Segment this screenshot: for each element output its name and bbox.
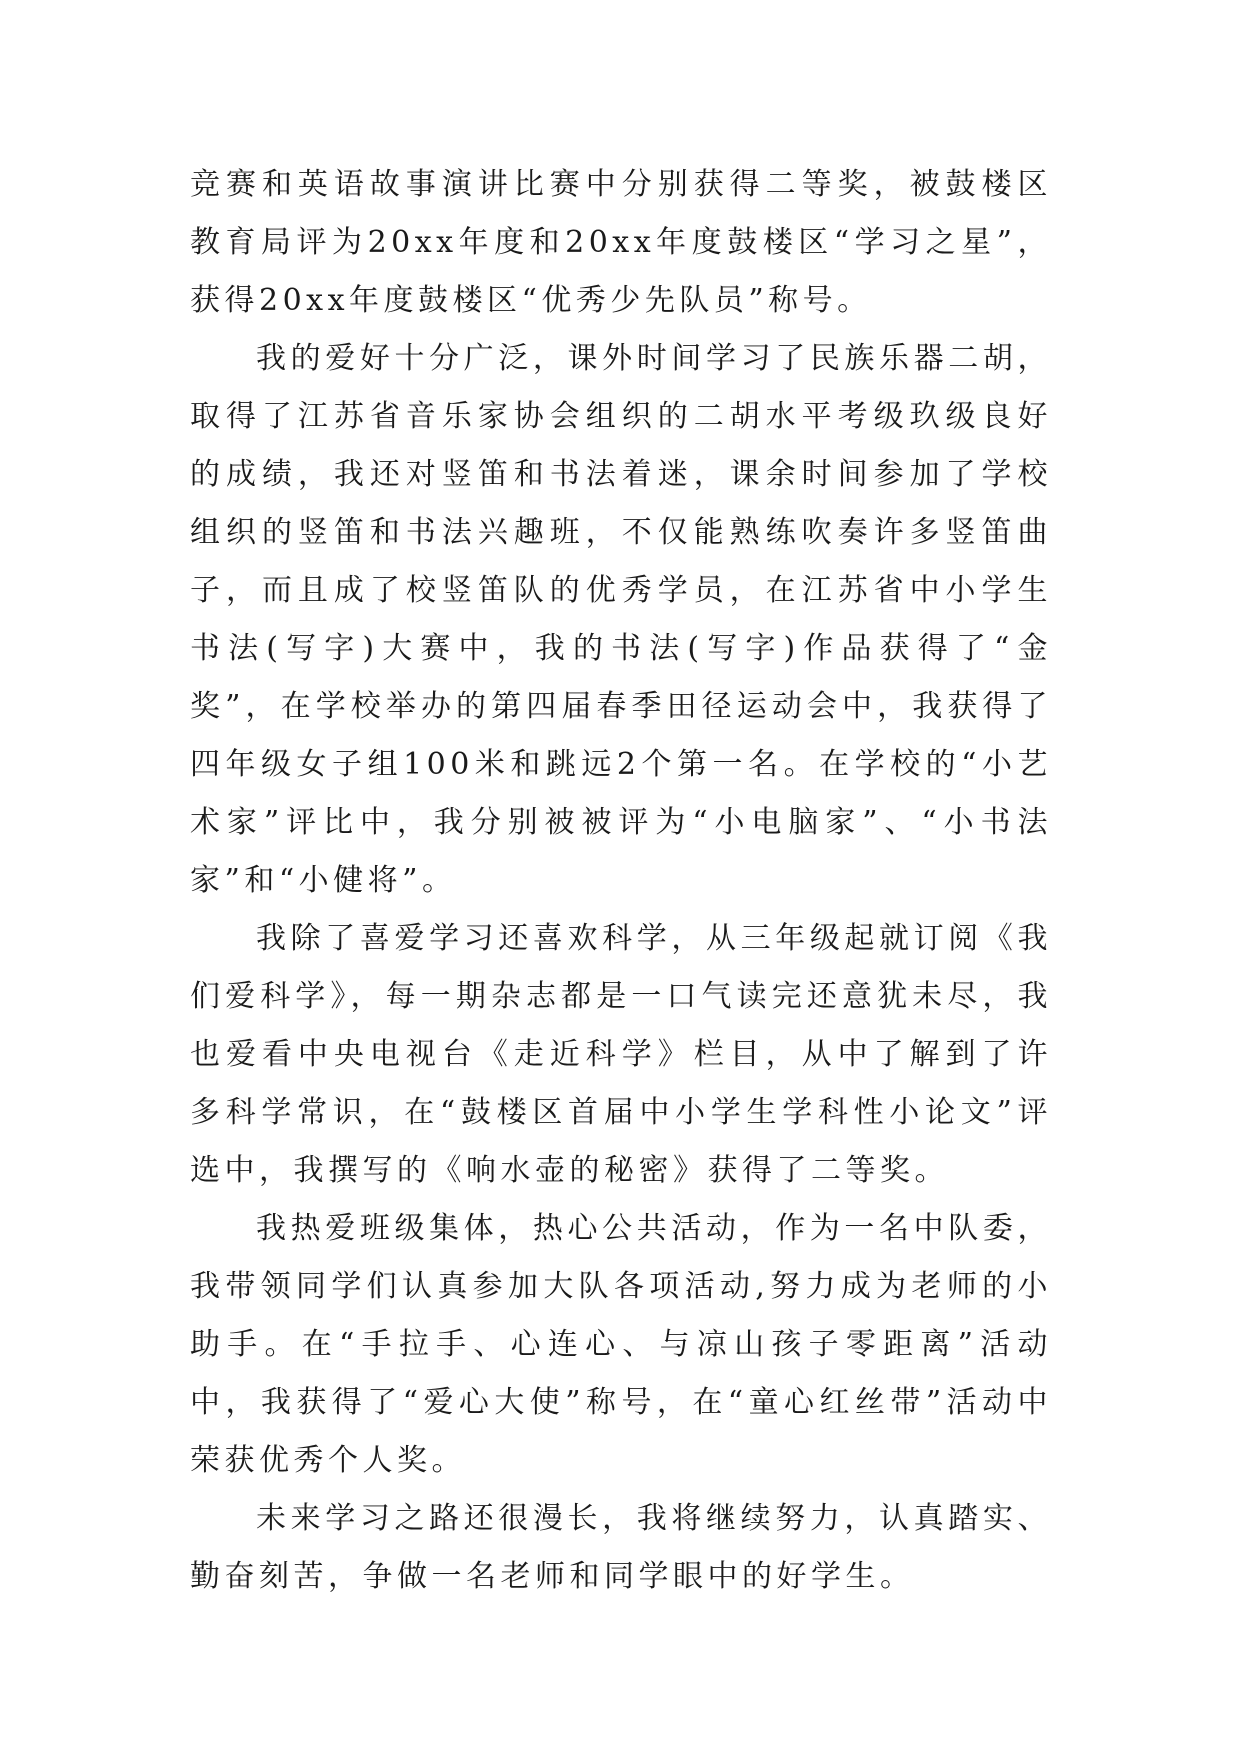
paragraph-hobbies: 我的爱好十分广泛，课外时间学习了民族乐器二胡，取得了江苏省音乐家协会组织的二胡水平考级玖级良好的成绩，我还对竖笛和书法着迷，课余时间参加了学校组织的竖笛和书法兴趣班，不仅能熟练吹奏许多竖笛曲子，而且成了校竖笛队的优秀学员，在江苏省中小学生书法(写字)大赛中，我的书法(写字)作品获得了“金奖”，在学校举办的第四届春季田径运动会中，我获得了四年级女子组100米和跳远2个第一名。在学校的“小艺术家”评比中，我分别被被评为“小电脑家”、“小书法家”和“小健将”。 xyxy=(190,341,1052,898)
document-body xyxy=(190,156,1052,1606)
paragraph-class-activities: 我热爱班级集体，热心公共活动，作为一名中队委，我带领同学们认真参加大队各项活动,努力成为老师的小助手。在“手拉手、心连心、与凉山孩子零距离”活动中，我获得了“爱心大使”称号，在“童心红丝带”活动中荣获优秀个人奖。 xyxy=(190,1211,1052,1478)
paragraph-future: 未来学习之路还很漫长，我将继续努力，认真踏实、勤奋刻苦，争做一名老师和同学眼中的好学生。 xyxy=(190,1501,1052,1594)
paragraph-continued-awards: 竞赛和英语故事演讲比赛中分别获得二等奖，被鼓楼区教育局评为20xx年度和20xx年度鼓楼区“学习之星”，获得20xx年度鼓楼区“优秀少先队员”称号。 xyxy=(190,167,1052,318)
paragraph-science: 我除了喜爱学习还喜欢科学，从三年级起就订阅《我们爱科学》，每一期杂志都是一口气读完还意犹未尽，我也爱看中央电视台《走近科学》栏目，从中了解到了许多科学常识，在“鼓楼区首届中小学生学科性小论文”评选中，我撰写的《响水壶的秘密》获得了二等奖。 xyxy=(190,921,1052,1188)
